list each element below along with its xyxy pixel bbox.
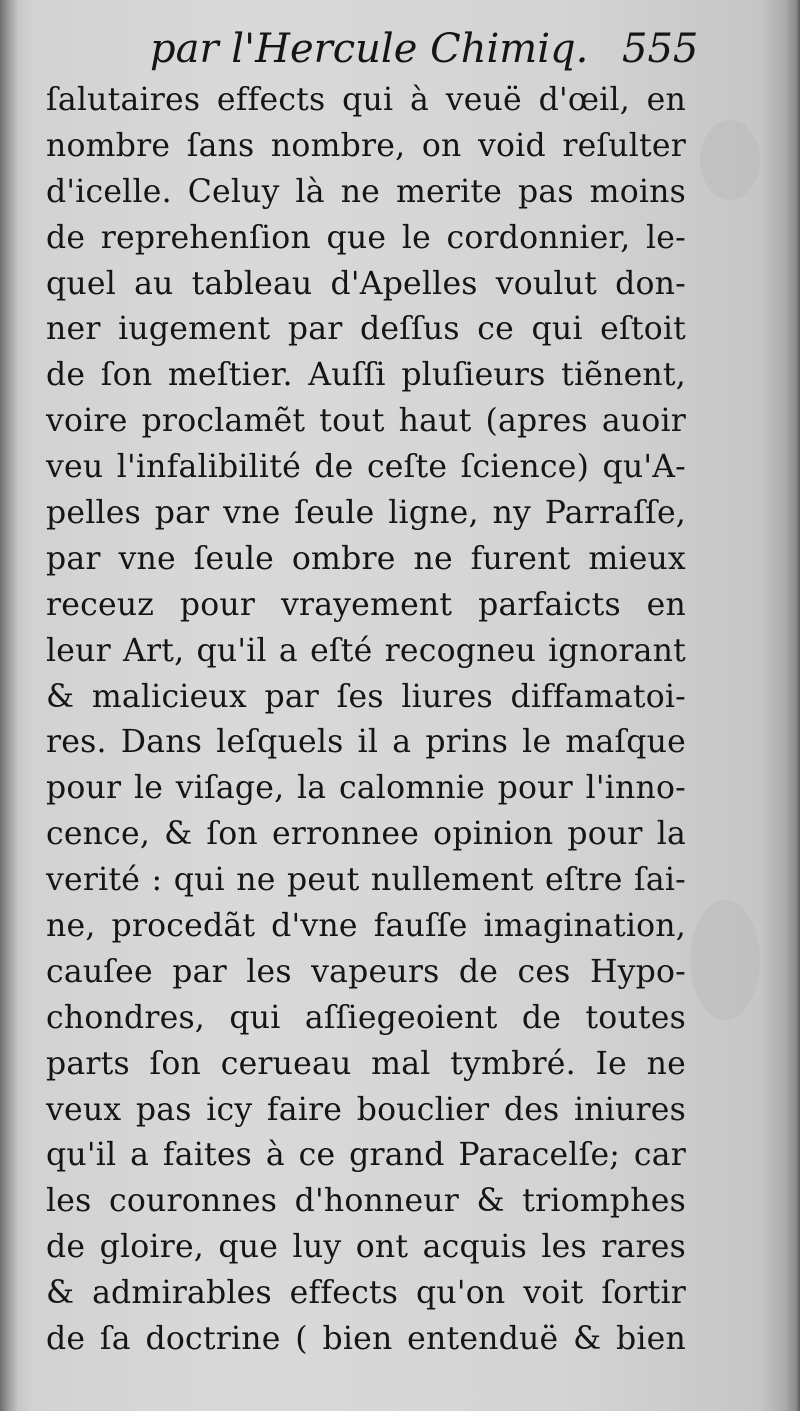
text-line: de reprehenſion que le cordonnier, le- [46,219,686,256]
text-line: ne, procedãt d'vne fauſſe imagination, [46,908,686,945]
text-line: ner iugement par deſſus ce qui eſtoit [46,311,686,348]
text-line: & admirables effects qu'on voit ſortir [46,1275,686,1312]
text-line: veu l'infalibilité de ceſte ſcience) qu'A- [46,449,686,486]
text-line: pelles par vne ſeule ligne, ny Parraſſe, [46,495,686,532]
text-line: pour le viſage, la calomnie pour l'inno- [46,770,686,807]
text-line: verité : qui ne peut nullement eſtre ſai- [46,862,686,899]
text-line: de gloire, que luy ont acquis les rares [46,1229,686,1266]
text-line: veux pas icy faire bouclier des iniures [46,1091,686,1128]
text-line: les couronnes d'honneur & triomphes [46,1183,686,1220]
running-title: par l'Hercule Chimiq. [150,26,589,72]
body-text [46,78,686,1363]
text-line: res. Dans leſquels il a prins le maſque [46,724,686,761]
text-line: d'icelle. Celuy là ne merite pas moins [46,173,686,210]
text-line: nombre ſans nombre, on void reſulter [46,127,686,164]
text-line: de ſa doctrine ( bien entenduë & bien [46,1321,686,1358]
page-header [150,26,699,86]
text-line: & malicieux par ſes liures diffamatoi- [46,678,686,715]
text-line: parts ſon cerueau mal tymbré. Ie ne [46,1045,686,1082]
text-line: de ſon meſtier. Auſſi pluſieurs tiẽnent, [46,357,686,394]
text-line: leur Art, qu'il a eſté recogneu ignorant [46,632,686,669]
text-line: quel au tableau d'Apelles voulut don- [46,265,686,302]
text-line: receuz pour vrayement parfaicts en [46,586,686,623]
text-line: qu'il a faites à ce grand Paracelſe; car [46,1137,686,1174]
text-line: cence, & ſon erronnee opinion pour la [46,816,686,853]
paper-stain [700,120,760,200]
paper-stain [690,900,760,1020]
text-line: par vne ſeule ombre ne furent mieux [46,540,686,577]
text-line: voire proclamẽt tout haut (apres auoir [46,403,686,440]
page-gutter-shadow [0,0,18,1411]
page-edge-shadow [786,0,800,1411]
text-line: ſalutaires effects qui à veuë d'œil, en [46,82,686,118]
page-number: 555 [622,26,699,72]
text-line: chondres, qui aſſiegeoient de toutes [46,999,686,1036]
text-line: cauſee par les vapeurs de ces Hypo- [46,953,686,990]
